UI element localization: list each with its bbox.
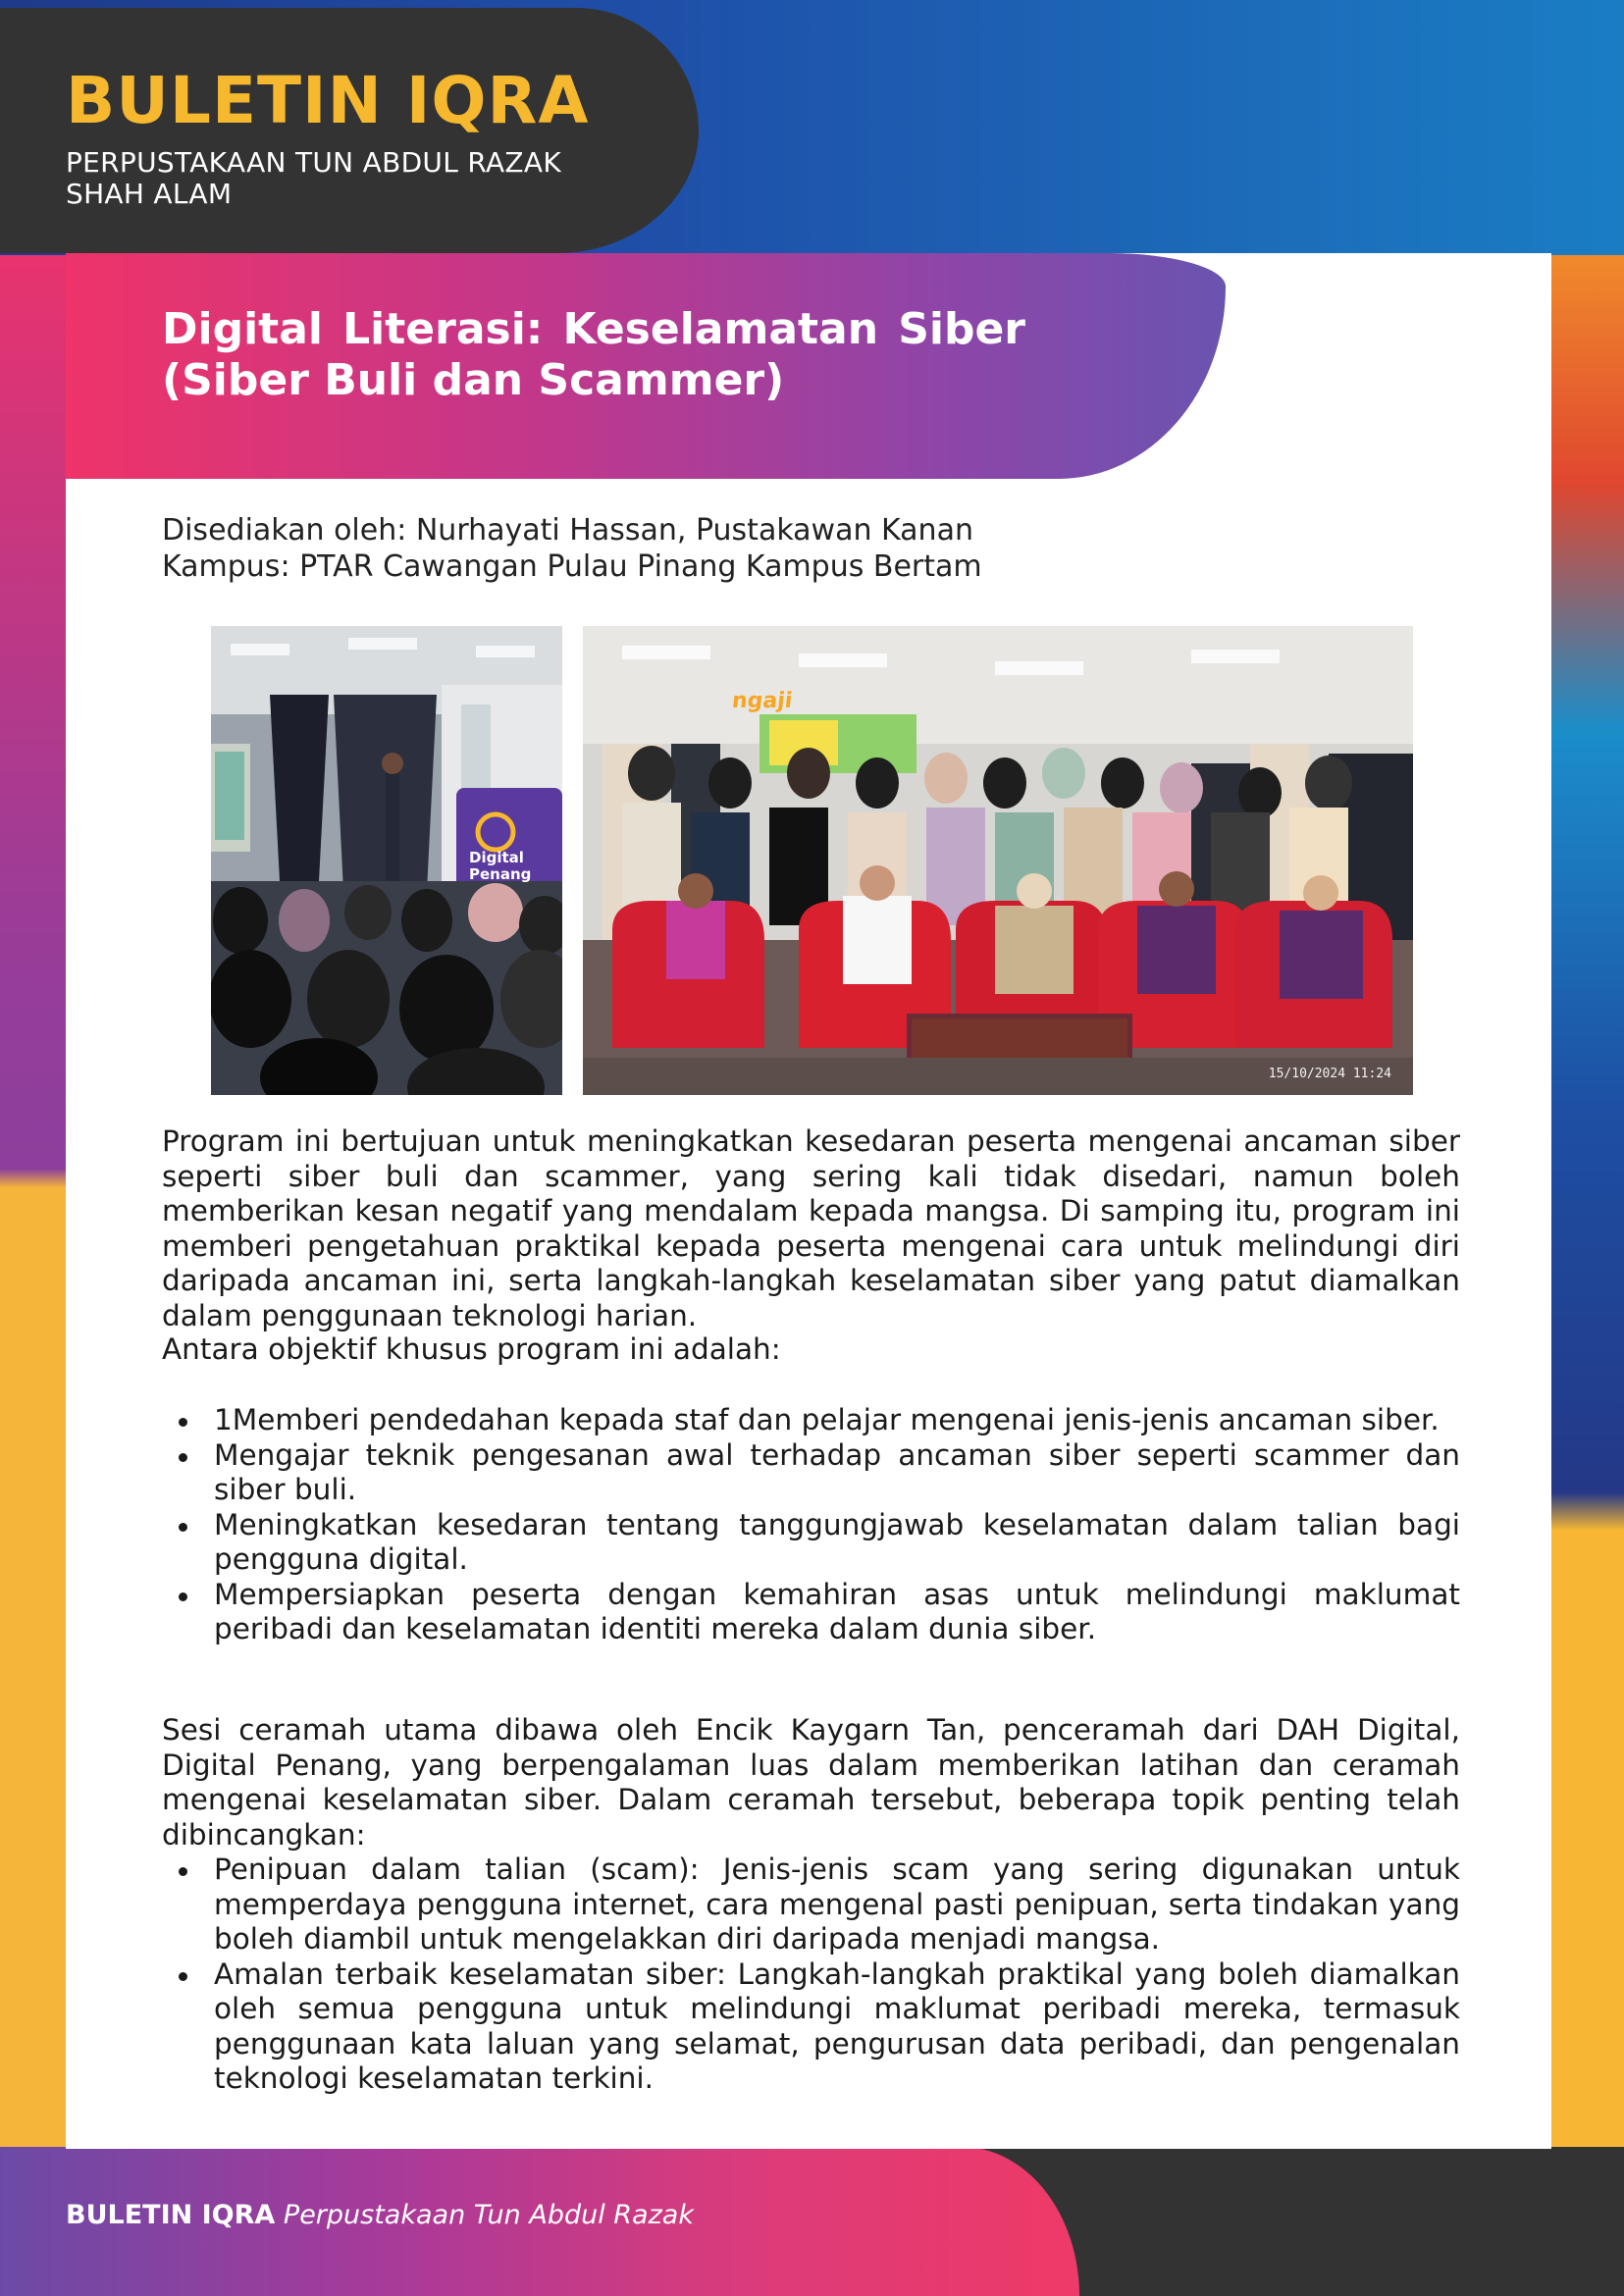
objectives-intro: [162, 1332, 1460, 1368]
paragraph-text: Sesi ceramah utama dibawa oleh Encik Kaygarn Tan, penceramah dari DAH Digital, Digital Penang, yang berpengalaman luas dalam memberikan latihan dan ceramah mengenai keselamatan siber. Dalam ceramah tersebut, beberapa topik penting telah dibincangkan:: [162, 1713, 1460, 1852]
bullet-icon: [179, 1867, 187, 1876]
byline: [162, 512, 1143, 585]
footer: [66, 2200, 694, 2230]
bullet-icon: [179, 1453, 187, 1462]
campus: Kampus: PTAR Cawangan Pulau Pinang Kampus Bertam: [162, 549, 982, 584]
banner-label: Digital Penang: [469, 849, 532, 883]
list-item-text: 1Memberi pendedahan kepada staf dan pelajar mengenai jenis-jenis ancaman siber.: [214, 1403, 1440, 1436]
footer-library: Perpustakaan Tun Abdul Razak: [283, 2200, 694, 2230]
bulletin-title: BULETIN IQRA: [66, 63, 590, 138]
body-paragraph-1: [162, 1124, 1460, 1333]
group-photo-illustration: [583, 626, 1413, 1095]
list-item: [162, 1578, 1460, 1647]
bullet-icon: [179, 1972, 187, 1981]
list-item: [162, 1957, 1460, 2097]
background-sign-text: ngaji: [730, 689, 794, 713]
event-photo-group: [583, 626, 1413, 1095]
right-border-decoration: [1545, 255, 1624, 2159]
topics-list: [162, 1852, 1460, 2097]
bulletin-subtitle-line2: SHAH ALAM: [66, 178, 233, 210]
list-item: [162, 1852, 1460, 1957]
bulletin-subtitle-line1: PERPUSTAKAAN TUN ABDUL RAZAK: [66, 146, 562, 179]
objectives-intro-text: Antara objektif khusus program ini adalah:: [162, 1332, 781, 1366]
list-item-text: Penipuan dalam talian (scam): Jenis-jenis scam yang sering digunakan untuk memperdaya pengguna internet, cara mengenal pasti penipuan, serta tindakan yang boleh diambil untuk mengelakkan diri daripada menjadi mangsa.: [214, 1852, 1460, 1956]
list-item-text: Amalan terbaik keselamatan siber: Langkah-langkah praktikal yang boleh diamalkan oleh semua pengguna untuk melindungi maklumat peribadi mereka, termasuk penggunaan kata laluan yang selamat, pengurusan data peribadi, dan pengenalan teknologi keselamatan terkini.: [214, 1957, 1460, 2095]
list-item-text: Mempersiapkan peserta dengan kemahiran asas untuk melindungi maklumat peribadi dan keselamatan identiti mereka dalam dunia siber.: [214, 1577, 1460, 1645]
prepared-by: Disediakan oleh: Nurhayati Hassan, Pustakawan Kanan: [162, 513, 973, 548]
list-item: [162, 1438, 1460, 1508]
bullet-icon: [179, 1418, 187, 1427]
objectives-list: [162, 1403, 1460, 1647]
article-title: Digital Literasi: Keselamatan Siber (Siber Buli dan Scammer): [162, 304, 1025, 405]
footer-brand: BULETIN IQRA: [66, 2200, 276, 2230]
list-item-text: Mengajar teknik pengesanan awal terhadap ancaman siber seperti scammer dan siber buli.: [214, 1437, 1460, 1506]
list-item: [162, 1403, 1460, 1438]
list-item-text: Meningkatkan kesedaran tentang tanggungjawab keselamatan dalam talian bagi pengguna digital.: [214, 1507, 1460, 1576]
bulletin-subtitle: [66, 147, 655, 210]
paragraph-text: Program ini bertujuan untuk meningkatkan kesedaran peserta mengenai ancaman siber seperti siber buli dan scammer, yang sering kali tidak disedari, namun boleh memberikan kesan negatif yang mendalam kepada mangsa. Di samping itu, program ini memberi pengetahuan praktikal kepada peserta mengenai cara untuk melindungi diri daripada ancaman ini, serta langkah-langkah keselamatan siber yang patut diamalkan dalam penggunaan teknologi harian.: [162, 1124, 1460, 1332]
bullet-icon: [179, 1592, 187, 1601]
photo-timestamp: 15/10/2024 11:24: [1268, 1067, 1391, 1081]
list-item: [162, 1508, 1460, 1578]
body-paragraph-2: [162, 1713, 1460, 1852]
left-border-decoration: [0, 255, 69, 2159]
event-photo-talk: [211, 626, 562, 1095]
bullet-icon: [179, 1523, 187, 1532]
